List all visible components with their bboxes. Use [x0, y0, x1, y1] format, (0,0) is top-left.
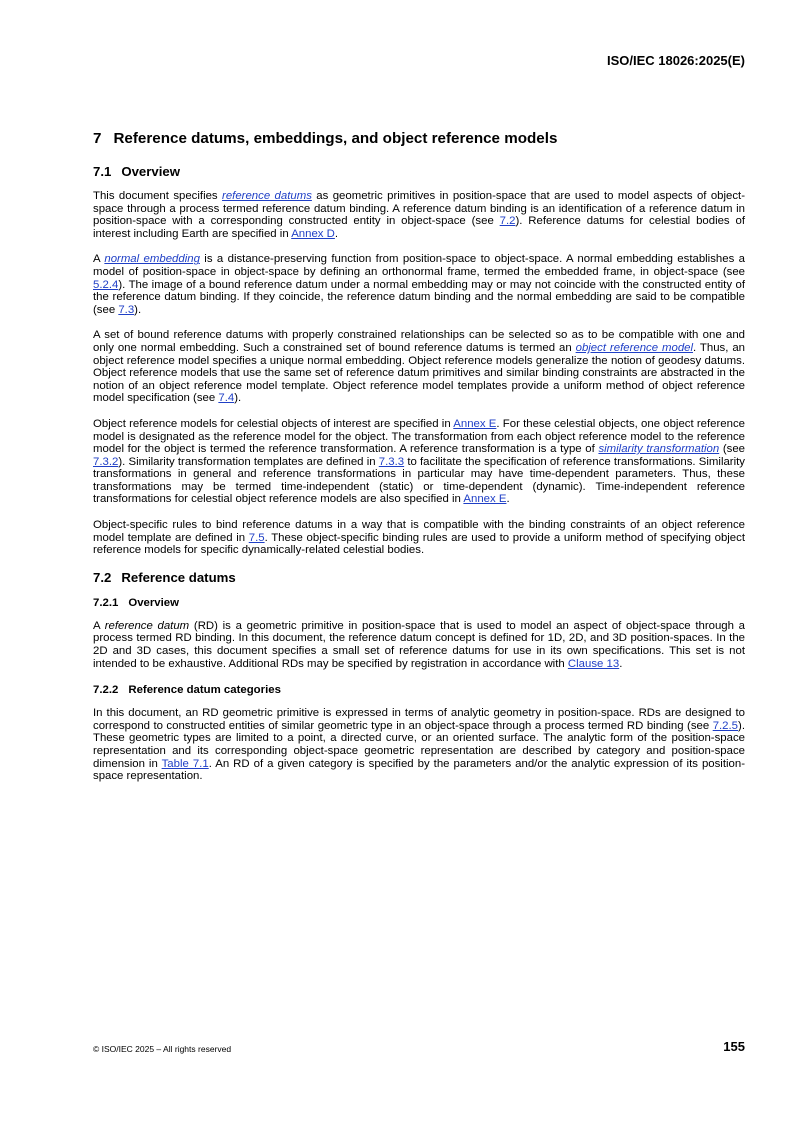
section-7-1-heading [93, 164, 745, 180]
xref-link-annex-e[interactable]: Annex E [453, 417, 497, 430]
term-link-reference-datums[interactable]: reference datums [222, 190, 312, 202]
section-title: Overview [121, 164, 180, 179]
xref-link[interactable]: 7.3.3 [378, 455, 405, 468]
paragraph: Object-specific rules to bind reference datums in a way that is compatible with the binding constraints of an object reference model template are defined in 7.5. These object-specific binding rules are used to provide a uniform method of specifying object reference models for specific dynamically-related celestial bodies. [93, 519, 746, 557]
xref-link[interactable]: 7.2 [499, 215, 516, 228]
section-7-2-2-heading [93, 683, 745, 697]
xref-link[interactable]: 7.2.5 [712, 719, 739, 732]
xref-link-clause-13[interactable]: Clause 13 [567, 657, 620, 670]
section-number: 7.2.1 [93, 596, 119, 609]
xref-link-annex-e[interactable]: Annex E [463, 493, 507, 506]
section-number: 7 [93, 130, 102, 147]
section-number: 7.2 [93, 569, 112, 585]
page-number: 155 [723, 1039, 745, 1054]
xref-link-table-7-1[interactable]: Table 7.1 [161, 757, 209, 770]
paragraph: A normal embedding is a distance-preserving function from position-space to object-space. A normal embedding establishes a model of position-space in object-space by defining an orthonormal frame, termed the embedded frame, in object-space (see 5.2.4). The image of a bound reference datum under a normal embedding may or may not coincide with the constructed entity of the reference datum binding. If they coincide, the reference datum binding and the normal embedding are said to be compatible (see 7.3). [93, 253, 745, 316]
term-link-similarity-transformation[interactable]: similarity transformation [598, 443, 720, 456]
paragraph: This document specifies reference datums as geometric primitives in position-space that are used to model aspects of object-space through a process termed reference datum binding. A reference datum binding is an identification of a reference datum in position-space with a corresponding constructed entity in object-space (see 7.2). Reference datums for celestial bodies of interest including Earth are specified in Annex D. [93, 190, 746, 240]
section-title: Reference datum categories [128, 684, 281, 697]
xref-link[interactable]: 7.3.2 [93, 455, 119, 468]
section-7-2-heading [93, 570, 745, 586]
paragraph: Object reference models for celestial objects of interest are specified in Annex E. For these celestial objects, one object reference model is designated as the reference model for the object. The transformation from each object reference model to the reference model for the object is termed the reference transformation. A reference transformation is a type of similarity transformation (see 7.3.2). Similarity transformation templates are defined in 7.3.3 to facilitate the specification of reference transformations. Similarity transformations in general and reference transformations in particular may have time-dependent parameters. Thus, these transformations may be termed time-independent (static) or time-dependent (dynamic). Time-independent reference transformations for celestial object reference models are also specified in Annex E. [93, 417, 746, 506]
page-content [93, 130, 745, 796]
paragraph: In this document, an RD geometric primitive is expressed in terms of analytic geometry in position-space. RDs are designed to correspond to constructed entities of similar geometric type in an object-space through a process termed RD binding (see 7.2.5). These geometric types are limited to a point, a directed curve, or an oriented surface. The analytic form of the position-space representation and its corresponding object-space geometric representation are described by category and position-space dimension in Table 7.1. An RD of a given category is specified by the parameters and/or the analytic expression of its position-space representation. [93, 707, 745, 783]
term-link-normal-embedding[interactable]: normal embedding [104, 253, 200, 266]
term-link-object-reference-model[interactable]: object reference model [575, 341, 694, 354]
xref-link[interactable]: 7.5 [248, 531, 265, 544]
document-identifier: ISO/IEC 18026:2025(E) [606, 53, 745, 68]
section-7-2-1-heading [93, 596, 745, 610]
xref-link-annex-d[interactable]: Annex D [291, 227, 335, 240]
section-title: Reference datums, embeddings, and object reference models [113, 130, 558, 147]
paragraph: A set of bound reference datums with properly constrained relationships can be selected so as to be compatible with one and only one normal embedding. Such a constrained set of bound reference datums is termed an object reference model. Thus, an object reference model specifies a unique normal embedding. Object reference models generalize the notion of geodesy datums. Object reference models that use the same set of reference datum primitives and similar binding constraints are abstracted in the notion of an object reference model template. Object reference model templates provide a uniform method of object reference model specification (see 7.4). [93, 329, 745, 405]
footer-copyright: © ISO/IEC 2025 – All rights reserved [93, 1044, 232, 1054]
section-number: 7.1 [93, 164, 112, 179]
xref-link[interactable]: 7.4 [218, 392, 235, 405]
paragraph: A reference datum (RD) is a geometric primitive in position-space that is used to model an aspect of object-space through a process termed RD binding. In this document, the reference datum concept is defined for 1D, 2D, and 3D position-spaces. In the 2D and 3D cases, this document specifies a small set of reference datums for use in its own specifications. This set is not intended to be exhaustive. Additional RDs may be specified by registration in accordance with Clause 13. [93, 619, 745, 670]
section-title: Reference datums [121, 569, 236, 585]
xref-link[interactable]: 5.2.4 [93, 278, 119, 291]
section-number: 7.2.2 [93, 684, 119, 697]
section-title: Overview [128, 596, 180, 609]
section-7-heading [93, 130, 745, 148]
xref-link[interactable]: 7.3 [118, 303, 135, 316]
